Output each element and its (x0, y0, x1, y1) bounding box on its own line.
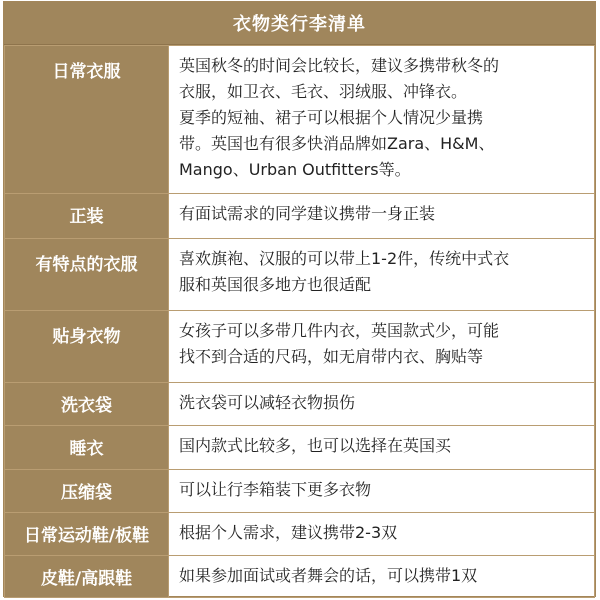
description-line: 根据个人需求，建议携带2-3双 (179, 523, 398, 542)
description-line: 如果参加面试或者舞会的话，可以携带1双 (179, 566, 478, 585)
table-row (5, 383, 595, 426)
category-cell: 有特点的衣服 (5, 239, 169, 311)
category-cell: 正装 (5, 194, 169, 239)
table-row (5, 194, 595, 239)
category-cell: 压缩袋 (5, 470, 169, 513)
description-line: 喜欢旗袍、汉服的可以带上1-2件，传统中式衣 (179, 249, 510, 268)
description-line: 找不到合适的尺码，如无肩带内衣、胸贴等 (179, 347, 484, 366)
table-row (5, 470, 595, 513)
description-cell (169, 426, 595, 470)
category-cell: 睡衣 (5, 426, 169, 470)
category-cell: 皮鞋/高跟鞋 (5, 556, 169, 598)
description-cell (169, 239, 595, 311)
description-line: 服和英国很多地方也很适配 (179, 275, 372, 294)
description-cell (169, 311, 595, 383)
table-row (5, 239, 595, 311)
clothing-items-table (4, 45, 595, 598)
description-line: 可以让行李箱装下更多衣物 (179, 480, 372, 499)
description-cell (169, 194, 595, 239)
description-cell (169, 383, 595, 426)
category-cell: 贴身衣物 (5, 311, 169, 383)
description-line: 衣服，如卫衣、毛衣、羽绒服、冲锋衣。 (179, 82, 468, 101)
description-line: Mango、Urban Outfitters等。 (179, 160, 411, 179)
description-line: 有面试需求的同学建议携带一身正装 (179, 204, 436, 223)
description-line: 国内款式比较多，也可以选择在英国买 (179, 436, 452, 455)
category-cell: 洗衣袋 (5, 383, 169, 426)
description-line: 夏季的短袖、裙子可以根据个人情况少量携 (179, 108, 484, 127)
description-cell (169, 46, 595, 194)
description-cell (169, 470, 595, 513)
table-row (5, 513, 595, 556)
packing-list-table (3, 1, 596, 597)
table-row (5, 556, 595, 598)
description-cell (169, 513, 595, 556)
category-cell: 日常运动鞋/板鞋 (5, 513, 169, 556)
description-line: 带。英国也有很多快消品牌如Zara、H&M、 (179, 134, 495, 153)
table-title: 衣物类行李清单 (4, 2, 595, 45)
description-line: 英国秋冬的时间会比较长，建议多携带秋冬的 (179, 56, 500, 75)
description-line: 女孩子可以多带几件内衣，英国款式少，可能 (179, 321, 500, 340)
table-row (5, 426, 595, 470)
table-row (5, 311, 595, 383)
description-cell (169, 556, 595, 598)
table-row (5, 46, 595, 194)
description-line: 洗衣袋可以减轻衣物损伤 (179, 393, 356, 412)
category-cell: 日常衣服 (5, 46, 169, 194)
